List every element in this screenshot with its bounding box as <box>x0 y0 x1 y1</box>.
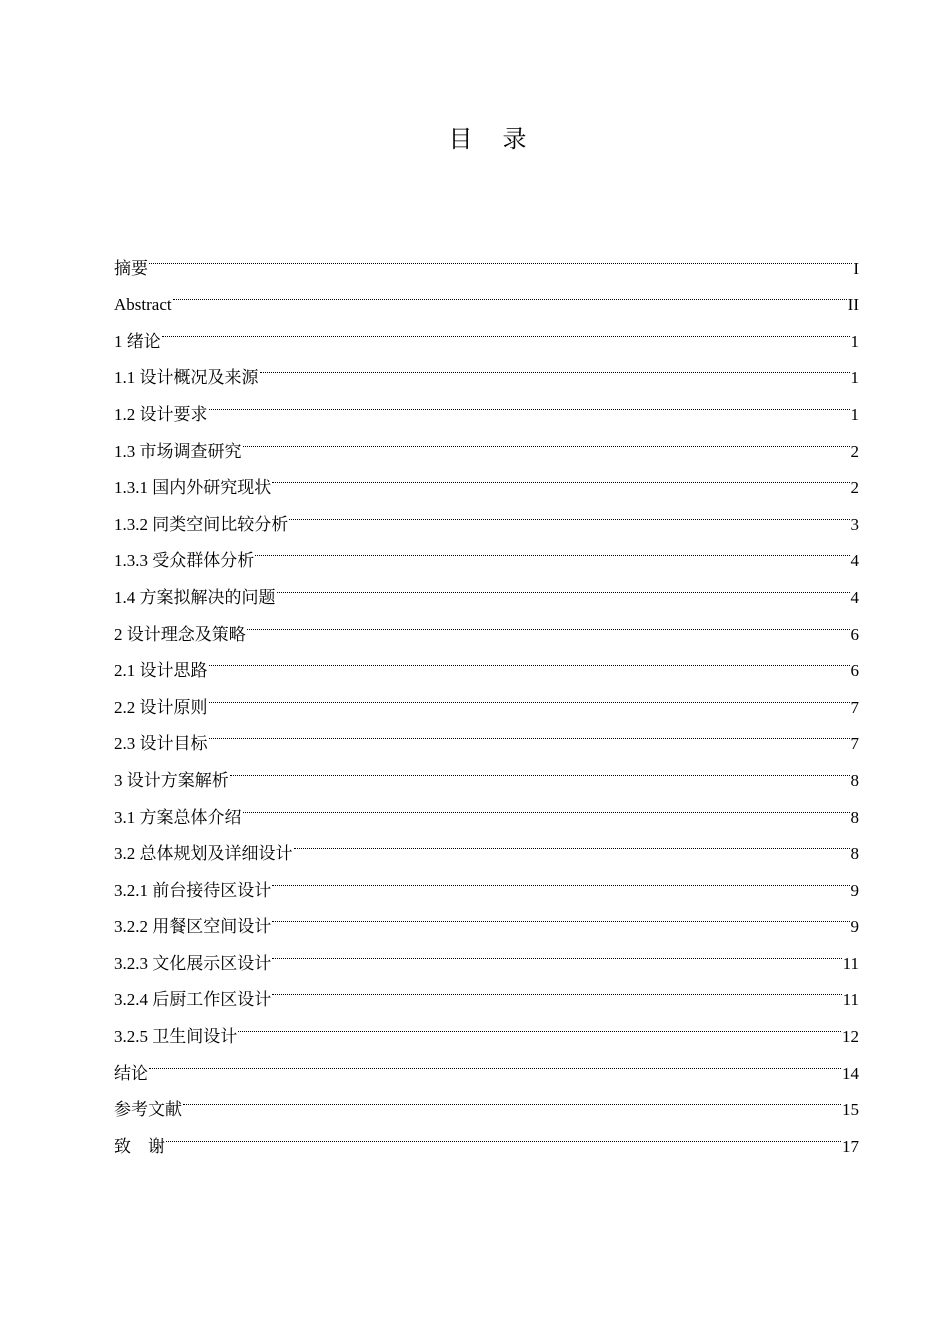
toc-entry-label: 1.4 方案拟解决的问题 <box>114 587 276 607</box>
toc-dot-leader <box>166 1115 841 1152</box>
toc-entry[interactable] <box>114 640 859 681</box>
toc-dot-leader <box>272 932 841 969</box>
toc-entry[interactable] <box>114 676 859 717</box>
toc-entry-label: 1 绪论 <box>114 331 161 351</box>
toc-entry-page: 7 <box>850 734 859 754</box>
toc-entry-page: I <box>853 258 859 278</box>
toc-title-char-2: 录 <box>502 125 527 153</box>
toc-entry-label: 1.3.2 同类空间比较分析 <box>114 514 289 534</box>
toc-entry-label: 2 设计理念及策略 <box>114 624 246 644</box>
toc-entry-label: 3.2.5 卫生间设计 <box>114 1027 238 1047</box>
toc-dot-leader <box>260 347 850 384</box>
toc-entry-page: 8 <box>850 807 859 827</box>
toc-entry-label: 1.2 设计要求 <box>114 404 208 424</box>
toc-entry-page: 11 <box>842 990 859 1010</box>
toc-entry[interactable] <box>114 1042 859 1083</box>
toc-dot-leader <box>272 859 849 896</box>
toc-entry-page: 1 <box>850 368 859 388</box>
toc-entry-page: II <box>847 295 859 315</box>
toc-entry-page: 8 <box>850 844 859 864</box>
toc-entry-page: 4 <box>850 587 859 607</box>
toc-entry-label: 2.3 设计目标 <box>114 734 208 754</box>
toc-dot-leader <box>209 383 850 420</box>
toc-entry-label: 2.1 设计思路 <box>114 661 208 681</box>
toc-entry-label: 2.2 设计原则 <box>114 697 208 717</box>
toc-entry-page: 2 <box>850 478 859 498</box>
toc-entry[interactable] <box>114 347 859 388</box>
toc-entry-label: 1.3.3 受众群体分析 <box>114 551 255 571</box>
toc-entry-page: 4 <box>850 551 859 571</box>
toc-entry-label: 3.2.2 用餐区空间设计 <box>114 917 272 937</box>
toc-entry[interactable] <box>114 749 859 790</box>
toc-dot-leader <box>255 530 849 567</box>
toc-entry-label: 3.2.4 后厨工作区设计 <box>114 990 272 1010</box>
toc-dot-leader <box>230 749 850 786</box>
toc-entry[interactable] <box>114 420 859 461</box>
toc-entry-page: 6 <box>850 661 859 681</box>
toc-entry-page: 9 <box>850 880 859 900</box>
toc-entry-page: 14 <box>842 1063 859 1083</box>
toc-dot-leader <box>209 676 850 713</box>
toc-entry[interactable] <box>114 274 859 315</box>
toc-entry-label: 1.3.1 国内外研究现状 <box>114 478 272 498</box>
toc-dot-leader <box>149 237 852 274</box>
toc-dot-leader <box>243 786 850 823</box>
toc-entry-label: 1.3 市场调查研究 <box>114 441 242 461</box>
toc-entry-label: 3.2.1 前台接待区设计 <box>114 880 272 900</box>
toc-dot-leader <box>173 274 847 311</box>
toc-entry-page: 2 <box>850 441 859 461</box>
toc-dot-leader <box>272 457 849 494</box>
toc-entry[interactable] <box>114 1115 859 1156</box>
toc-entry-label: 参考文献 <box>114 1100 182 1120</box>
toc-entry-label: 致 谢 <box>114 1136 165 1156</box>
toc-entry[interactable] <box>114 383 859 424</box>
toc-entry-page: 15 <box>842 1100 859 1120</box>
toc-entry-page: 1 <box>850 331 859 351</box>
toc-entry[interactable] <box>114 237 859 278</box>
toc-dot-leader <box>289 493 849 530</box>
toc-dot-leader <box>247 603 850 640</box>
toc-dot-leader <box>277 566 850 603</box>
toc-entry[interactable] <box>114 1079 859 1120</box>
toc-entry-label: Abstract <box>114 295 172 315</box>
toc-entry-label: 3.1 方案总体介绍 <box>114 807 242 827</box>
toc-dot-leader <box>294 823 850 860</box>
toc-entry-page: 17 <box>842 1136 859 1156</box>
toc-entry-label: 3 设计方案解析 <box>114 770 229 790</box>
toc-title <box>0 122 950 156</box>
toc-dot-leader <box>209 640 850 677</box>
toc-entry-page: 8 <box>850 770 859 790</box>
toc-dot-leader <box>162 310 850 347</box>
toc-dot-leader <box>209 713 850 750</box>
toc-entry-page: 12 <box>842 1027 859 1047</box>
toc-entry-page: 1 <box>850 404 859 424</box>
toc-entry-label: 1.1 设计概况及来源 <box>114 368 259 388</box>
toc-entry-page: 11 <box>842 953 859 973</box>
toc-dot-leader <box>272 896 849 933</box>
toc-entry-page: 3 <box>850 514 859 534</box>
toc-entry-page: 7 <box>850 697 859 717</box>
toc-list <box>114 237 859 1156</box>
toc-dot-leader <box>238 1005 841 1042</box>
toc-entry-page: 6 <box>850 624 859 644</box>
toc-dot-leader <box>243 420 850 457</box>
toc-title-char-1: 目 <box>448 125 473 153</box>
toc-entry-label: 3.2.3 文化展示区设计 <box>114 953 272 973</box>
toc-entry[interactable] <box>114 713 859 754</box>
toc-dot-leader <box>149 1042 841 1079</box>
toc-entry-page: 9 <box>850 917 859 937</box>
toc-dot-leader <box>272 969 841 1006</box>
toc-dot-leader <box>183 1079 841 1116</box>
toc-entry[interactable] <box>114 310 859 351</box>
toc-entry-label: 结论 <box>114 1063 148 1083</box>
toc-entry-label: 3.2 总体规划及详细设计 <box>114 844 293 864</box>
toc-entry-label: 摘要 <box>114 258 148 278</box>
